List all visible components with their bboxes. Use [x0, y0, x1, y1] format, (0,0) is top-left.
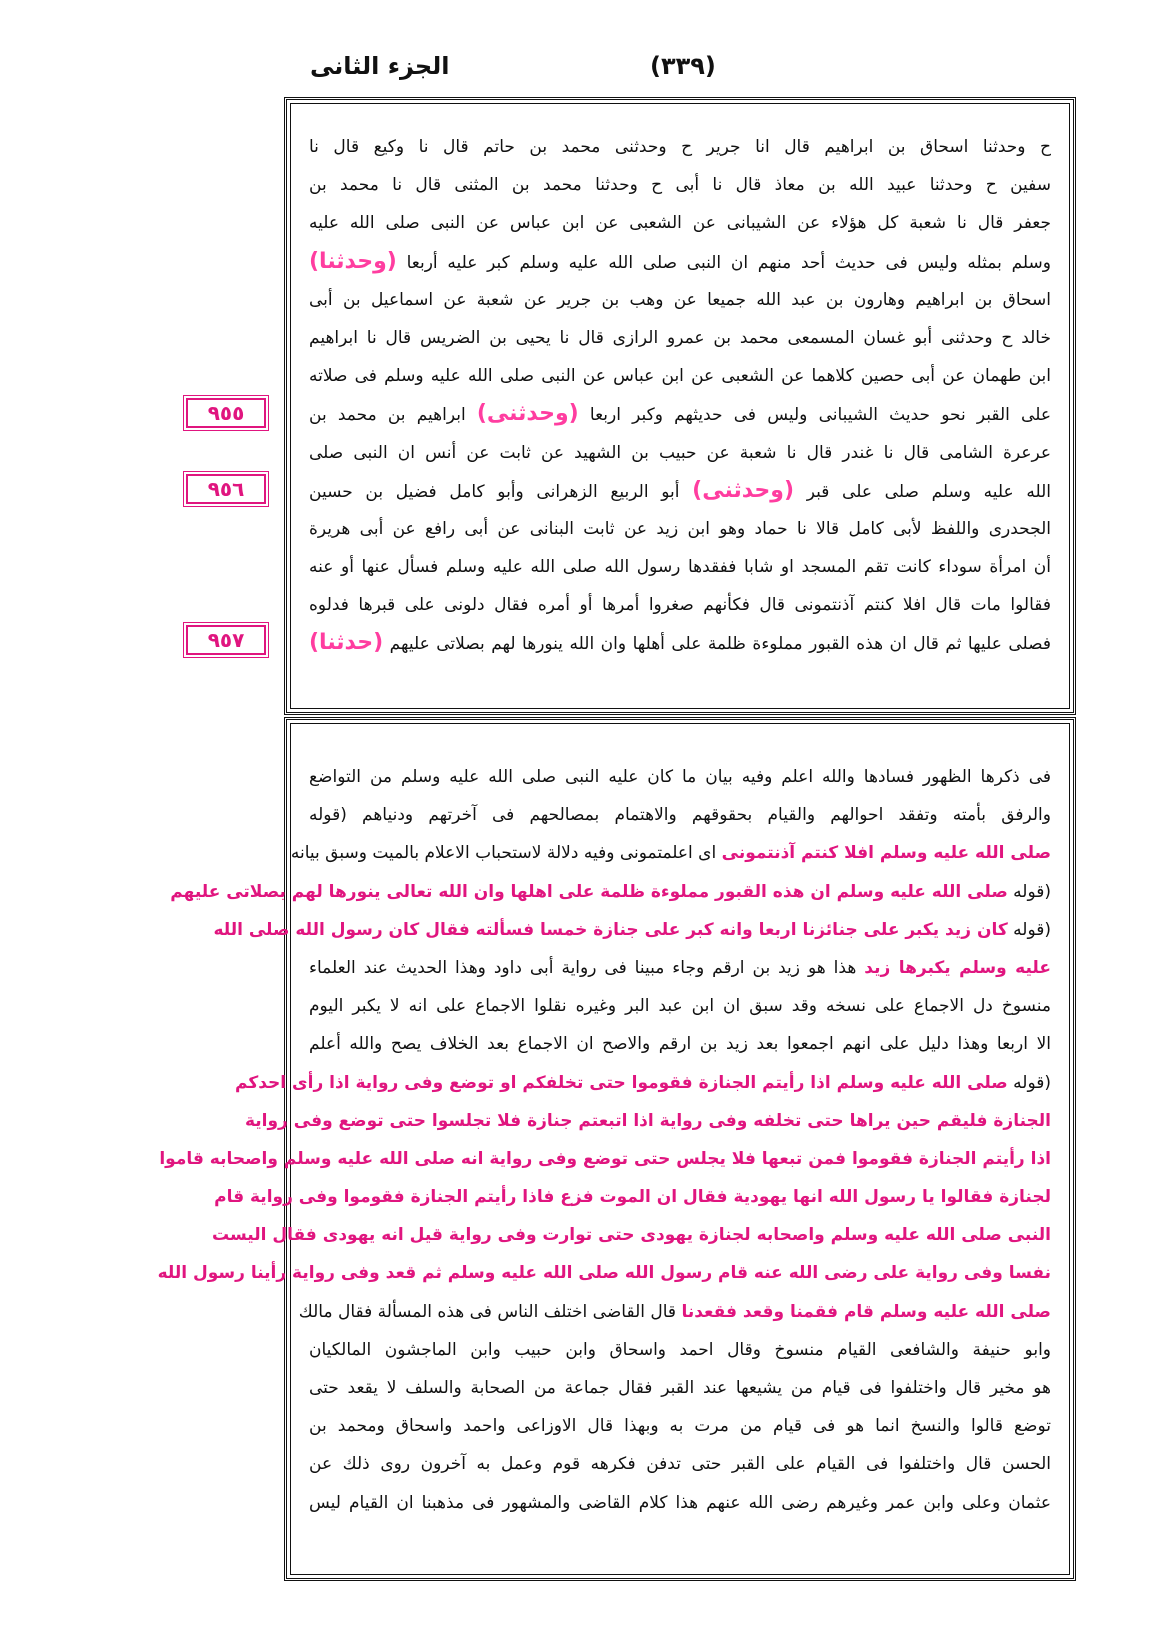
commentary-line — [309, 1369, 1051, 1407]
hadith-line — [309, 281, 1051, 319]
text-segment: قال القاضى اختلف الناس فى هذه المسألة فقال مالك — [298, 1301, 682, 1322]
quoted-hadith-text: اذا رأيتم الجنازة فقوموا فمن تبعها فلا يجلس حتى توضع وفى رواية انه صلى الله عليه وسلم واصحابه قاموا — [159, 1148, 1051, 1169]
text-segment: (قوله — [1007, 881, 1051, 902]
text-segment: سفين ح وحدثنا عبيد الله بن معاذ قال نا أبى ح وحدثنا محمد بن المثنى قال نا محمد بن — [309, 175, 1051, 196]
hadith-line — [309, 319, 1051, 357]
hadith-number-box: ٩٥٥ — [186, 398, 266, 428]
hadith-line — [309, 510, 1051, 548]
text-segment: أبو الربيع الزهرانى وأبو كامل فضيل بن حسين — [309, 481, 693, 502]
page-number: (٣٣٩) — [650, 52, 716, 80]
quoted-hadith-text: عليه وسلم يكبرها زيد — [864, 957, 1051, 978]
quoted-hadith-text: صلى الله عليه وسلم اذا رأيتم الجنازة فقوموا حتى تخلفكم او توضع وفى رواية اذا رأى احدكم — [235, 1072, 1008, 1093]
hadith-text — [309, 128, 1051, 663]
text-segment: وسلم بمثله وليس فى حديث أحد منهم ان النبى صلى الله عليه وسلم كبر عليه أربعا — [396, 252, 1051, 273]
text-segment: (قوله — [1007, 919, 1051, 940]
text-segment: الجحدرى واللفظ لأبى كامل قالا نا حماد وهو ابن زيد عن ثابت البنانى عن أبى رافع عن أبى هريرة — [309, 518, 1051, 539]
text-segment: فى ذكرها الظهور فسادها والله اعلم وفيه بيان ما كان عليه النبى صلى الله عليه وسلم من التواضع — [309, 767, 1051, 787]
commentary-line — [298, 1293, 1051, 1331]
hadith-line — [309, 357, 1051, 395]
narration-label: (وحدثنا) — [309, 248, 397, 274]
commentary-line — [235, 1064, 1051, 1102]
quoted-hadith-text: لجنازة فقالوا يا رسول الله انها يهودية فقال ان الموت فزع فاذا رأيتم الجنازة فقوموا وفى رواية قام — [214, 1187, 1051, 1208]
commentary-line — [170, 873, 1051, 911]
commentary-line — [159, 1140, 1051, 1178]
text-segment: خالد ح وحدثنى أبو غسان المسمعى محمد بن عمرو الرازى قال نا يحيى بن الضريس قال نا ابراهيم — [309, 327, 1051, 348]
commentary-text — [157, 758, 1051, 1522]
hadith-line — [309, 472, 1051, 510]
commentary-line — [309, 758, 1051, 796]
commentary-line — [309, 1484, 1051, 1522]
commentary-line — [244, 1102, 1051, 1140]
hadith-line — [309, 204, 1051, 242]
commentary-line — [309, 1331, 1051, 1369]
hadith-line — [309, 624, 1051, 662]
text-segment: وابو حنيفة والشافعى القيام منسوخ وقال احمد واسحاق وابن حبيب وابن الماجشون المالكيان — [309, 1339, 1051, 1360]
text-segment: الله عليه وسلم صلى على قبر — [794, 481, 1051, 502]
text-segment: عرعرة الشامى قال نا غندر قال نا شعبة عن حبيب بن الشهيد عن ثابت عن أنس ان النبى صلى — [309, 442, 1051, 463]
commentary-line — [214, 1178, 1051, 1216]
text-segment: اسحاق بن ابراهيم وهارون بن عبد الله جميعا عن وهب بن جرير عن شعبة عن اسماعيل بن أبى — [309, 289, 1051, 310]
hadith-text-frame — [284, 97, 1076, 715]
commentary-line — [309, 949, 1051, 987]
commentary-line — [309, 796, 1051, 834]
commentary-line — [309, 1025, 1051, 1063]
hadith-line — [309, 243, 1051, 281]
hadith-line — [309, 586, 1051, 624]
part-title: الجزء الثانى — [310, 52, 450, 80]
quoted-hadith-text: صلى الله عليه وسلم قام فقمنا وقعد فقعدنا — [681, 1301, 1051, 1322]
narration-label: (وحدثنى) — [692, 477, 795, 503]
text-segment: توضع قالوا والنسخ انما هو فى قيام من مرت به وبهذا قال الاوزاعى واحمد واسحاق ومحمد بن — [309, 1416, 1051, 1437]
hadith-line — [309, 395, 1051, 433]
text-segment: (قوله — [1007, 1072, 1051, 1093]
commentary-line — [213, 911, 1051, 949]
text-segment: الا اربعا وهذا دليل على انهم اجمعوا بعد زيد بن ارقم والاصح ان الاجماع بعد الخلاف يصح والله أعلم — [309, 1034, 1051, 1055]
text-segment: والرفق بأمته وتفقد احوالهم والقيام بحقوقهم والاهتمام بمصالحهم فى آخرتهم ودنياهم (قوله — [309, 805, 1051, 826]
text-segment: فقالوا مات قال افلا كنتم آذنتمونى قال فكأنهم صغروا أمرها أو أمره فقال دلونى على قبرها فدلوه — [309, 595, 1051, 616]
text-segment: هو مخير قال واختلفوا فى قيام من يشيعها عند القبر فقال جماعة من الصحابة والسلف لا يقعد حتى — [309, 1378, 1051, 1398]
text-segment: هذا هو زيد بن ارقم وجاء مبينا فى رواية أبى داود وهذا الحديث عند العلماء — [309, 957, 865, 978]
text-segment: ابن طهمان عن أبى حصين كلاهما عن الشعبى عن ابن عباس عن النبى صلى الله عليه وسلم فى صلاته — [309, 366, 1051, 387]
text-segment: أن امرأة سوداء كانت تقم المسجد او شابا ففقدها رسول الله صلى الله عليه وسلم فسأل عنها أو عنه — [309, 557, 1051, 578]
quoted-hadith-text: النبى صلى الله عليه وسلم واصحابه لجنازة يهودى حتى توارت وفى رواية قيل انه يهودى فقال اليست — [211, 1225, 1051, 1246]
text-segment: عثمان وعلى وابن عمر وغيرهم رضى الله عنهم هذا كلام القاضى والمشهور فى مذهبنا ان القيام ليس — [309, 1492, 1051, 1513]
text-segment: منسوخ دل الاجماع على نسخه وقد سبق ان ابن عبد البر وغيره نقلوا الاجماع على انه لا يكبر اليوم — [309, 996, 1051, 1017]
commentary-line — [290, 834, 1051, 872]
quoted-hadith-text: نفسا وفى رواية على رضى الله عنه قام رسول الله صلى الله عليه وسلم ثم قعد وفى رواية رأينا رسول الله — [157, 1263, 1051, 1284]
narration-label: (وحدثنى) — [476, 401, 579, 427]
hadith-line — [309, 548, 1051, 586]
hadith-line — [309, 166, 1051, 204]
commentary-frame — [157, 717, 1076, 1581]
hadith-line — [309, 128, 1051, 166]
text-segment: جعفر قال نا شعبة كل هؤلاء عن الشيبانى عن الشعبى عن ابن عباس عن النبى صلى الله عليه — [309, 213, 1051, 234]
text-segment: ح وحدثنا اسحاق بن ابراهيم قال انا جرير ح وحدثنى محمد بن حاتم قال نا وكيع قال نا — [309, 137, 1051, 157]
quoted-hadith-text: الجنازة فليقم حين يراها حتى تخلفه وفى رواية اذا اتبعتم جنازة فلا تجلسوا حتى توضع وفى رواية — [244, 1110, 1051, 1131]
hadith-number-box: ٩٥٦ — [186, 474, 266, 504]
hadith-number-box: ٩٥٧ — [186, 625, 266, 655]
text-segment: اى اعلمتمونى وفيه دلالة لاستحباب الاعلام بالميت وسبق بيانه — [290, 843, 722, 864]
commentary-line — [309, 1407, 1051, 1445]
commentary-line — [211, 1216, 1051, 1254]
quoted-hadith-text: صلى الله عليه وسلم ان هذه القبور مملوءة ظلمة على اهلها وان الله تعالى ينورها لهم بصلاتى عليهم — [170, 881, 1008, 902]
commentary-line — [157, 1254, 1051, 1292]
quoted-hadith-text: صلى الله عليه وسلم افلا كنتم آذنتمونى — [721, 843, 1051, 864]
text-segment: فصلى عليها ثم قال ان هذه القبور مملوءة ظلمة على أهلها وان الله ينورها لهم بصلاتى عليهم — [383, 634, 1051, 655]
text-segment: ابراهيم بن محمد بن — [309, 405, 477, 426]
text-segment: الحسن قال واختلفوا فى القيام على القبر حتى تدفن فكرهه قوم وعمل به آخرون روى ذلك عن — [309, 1454, 1051, 1475]
commentary-line — [309, 987, 1051, 1025]
commentary-line — [309, 1445, 1051, 1483]
text-segment: على القبر نحو حديث الشيبانى وليس فى حديثهم وكبر اربعا — [578, 405, 1051, 426]
hadith-line — [309, 434, 1051, 472]
narration-label: (حدثنا) — [309, 630, 384, 656]
quoted-hadith-text: كان زيد يكبر على جنائزنا اربعا وانه كبر على جنازة خمسا فسألته فقال كان رسول الله صلى الله — [213, 919, 1008, 940]
